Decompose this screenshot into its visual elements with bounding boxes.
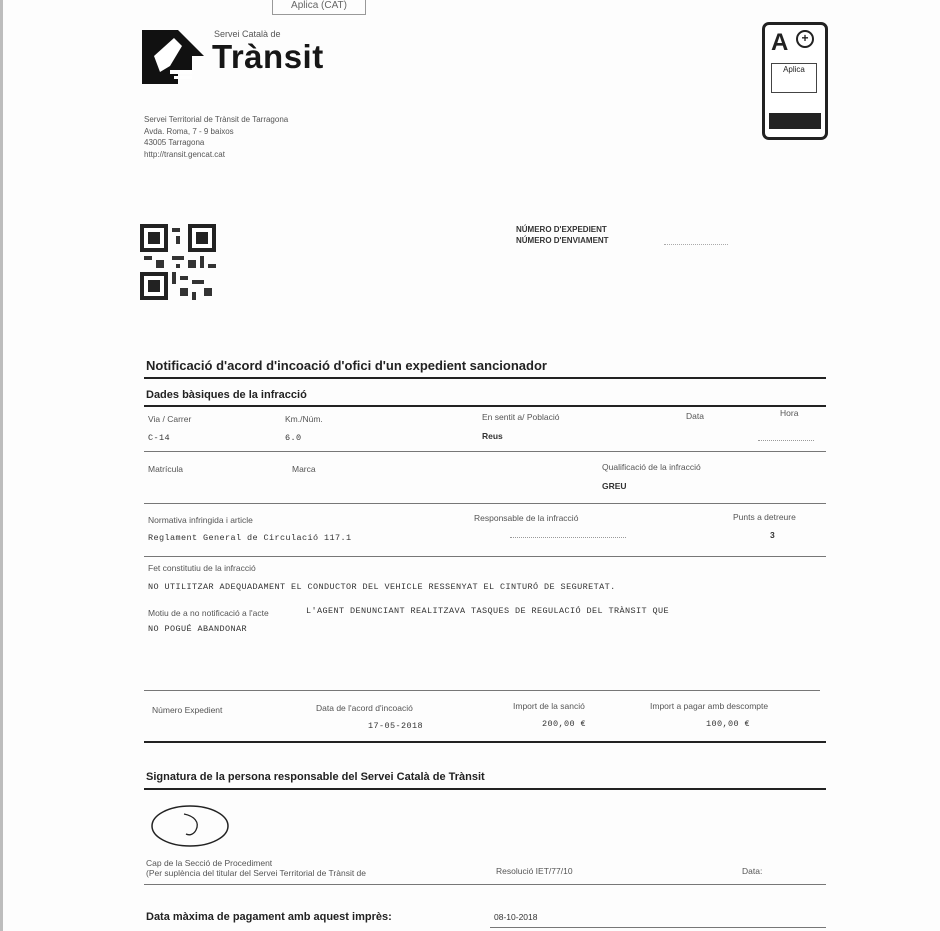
make-label: Marca (292, 464, 316, 474)
fine-amount-label: Import de la sanció (513, 701, 585, 711)
km-value: 6.0 (285, 433, 302, 443)
top-stamp: Aplica (CAT) (272, 0, 366, 15)
reason-value: L'AGENT DENUNCIANT REALITZAVA TASQUES DE REGULACIÓ DEL TRÀNSIT QUE (306, 606, 670, 616)
km-label: Km./Núm. (285, 414, 323, 424)
sender-address (144, 114, 288, 160)
row-divider (144, 556, 826, 557)
date-label: Data (686, 411, 704, 421)
document-title: Notificació d'acord d'incoació d'ofici d'un expedient sancionador (146, 358, 547, 373)
redacted-line (664, 244, 728, 245)
transit-logo-icon (142, 26, 204, 84)
fine-amount-value: 200,00 € (542, 719, 587, 729)
direction-value: Reus (482, 431, 503, 441)
discount-amount-value: 100,00 € (706, 719, 751, 729)
incoation-date-label: Data de l'acord d'incoació (316, 703, 413, 713)
incoation-date-value: 17-05-2018 (368, 721, 424, 731)
points-value: 3 (770, 530, 775, 540)
row-divider (144, 690, 820, 691)
signer-substitution: (Per suplència del titular del Servei Territorial de Trànsit de (146, 868, 367, 878)
expedient-number-label: Número Expedient (152, 705, 223, 715)
basic-data-title: Dades bàsiques de la infracció (146, 389, 307, 401)
regulation-label: Normativa infringida i article (148, 515, 253, 525)
redacted-line (758, 440, 814, 441)
signature-title: Signatura de la persona responsable del Servei Català de Trànsit (146, 771, 485, 783)
cert-bar (769, 113, 821, 129)
cert-text: Aplica (771, 63, 817, 93)
direction-label: En sentit a/ Població (482, 412, 560, 422)
reference-labels (516, 224, 609, 246)
row-divider (144, 503, 826, 504)
qualification-label: Qualificació de la infracció (602, 462, 701, 472)
time-label: Hora (780, 408, 799, 418)
certification-badge (762, 22, 828, 140)
qualification-value: GREU (602, 481, 627, 491)
signer-role: Cap de la Secció de Procediment (146, 858, 273, 868)
brand-subtitle: Servei Català de (214, 29, 281, 39)
row-divider (144, 451, 826, 452)
discount-amount-label: Import a pagar amb descompte (650, 701, 769, 711)
address-line: 43005 Tarragona (144, 138, 205, 147)
expedient-number-label: NÚMERO D'EXPEDIENT (516, 225, 607, 234)
plus-icon: + (796, 30, 814, 48)
payment-deadline-value: 08-10-2018 (494, 912, 538, 922)
street-label: Via / Carrer (148, 414, 192, 424)
fact-value: NO UTILITZAR ADEQUADAMENT EL CONDUCTOR DEL VEHICLE RESSENYAT EL CINTURÓ DE SEGURETAT. (148, 582, 616, 592)
points-label: Punts a detreure (733, 512, 796, 522)
reason-label: Motiu de a no notificació a l'acte (148, 608, 269, 618)
payment-deadline-label: Data màxima de pagament amb aquest imprès: (146, 911, 392, 923)
address-line: Servei Territorial de Trànsit de Tarragona (144, 115, 289, 124)
redacted-line (510, 537, 626, 538)
address-line: Avda. Roma, 7 - 9 baixos (144, 126, 234, 136)
page-edge (0, 0, 3, 931)
brand-title: Trànsit (212, 38, 324, 75)
signature-rule (144, 788, 826, 790)
signature-image (150, 804, 230, 848)
reason-value: NO POGUÉ ABANDONAR (148, 624, 248, 634)
plate-label: Matrícula (148, 464, 183, 474)
fact-label: Fet constitutiu de la infracció (148, 563, 256, 573)
section-rule (144, 405, 826, 407)
street-value: C-14 (148, 433, 171, 443)
regulation-value: Reglament General de Circulació 117.1 (148, 533, 352, 543)
amounts-rule (144, 741, 826, 743)
resolution-reference: Resolució IET/77/10 (496, 866, 573, 876)
responsible-label: Responsable de la infracció (474, 513, 579, 523)
cert-mark: A (771, 29, 789, 56)
title-rule (144, 377, 826, 379)
qr-code-icon (140, 224, 216, 300)
row-divider (490, 927, 826, 928)
shipment-number-label: NÚMERO D'ENVIAMENT (516, 236, 609, 245)
signature-date-label: Data: (742, 866, 763, 876)
address-line: http://transit.gencat.cat (144, 149, 225, 159)
row-divider (144, 884, 826, 885)
